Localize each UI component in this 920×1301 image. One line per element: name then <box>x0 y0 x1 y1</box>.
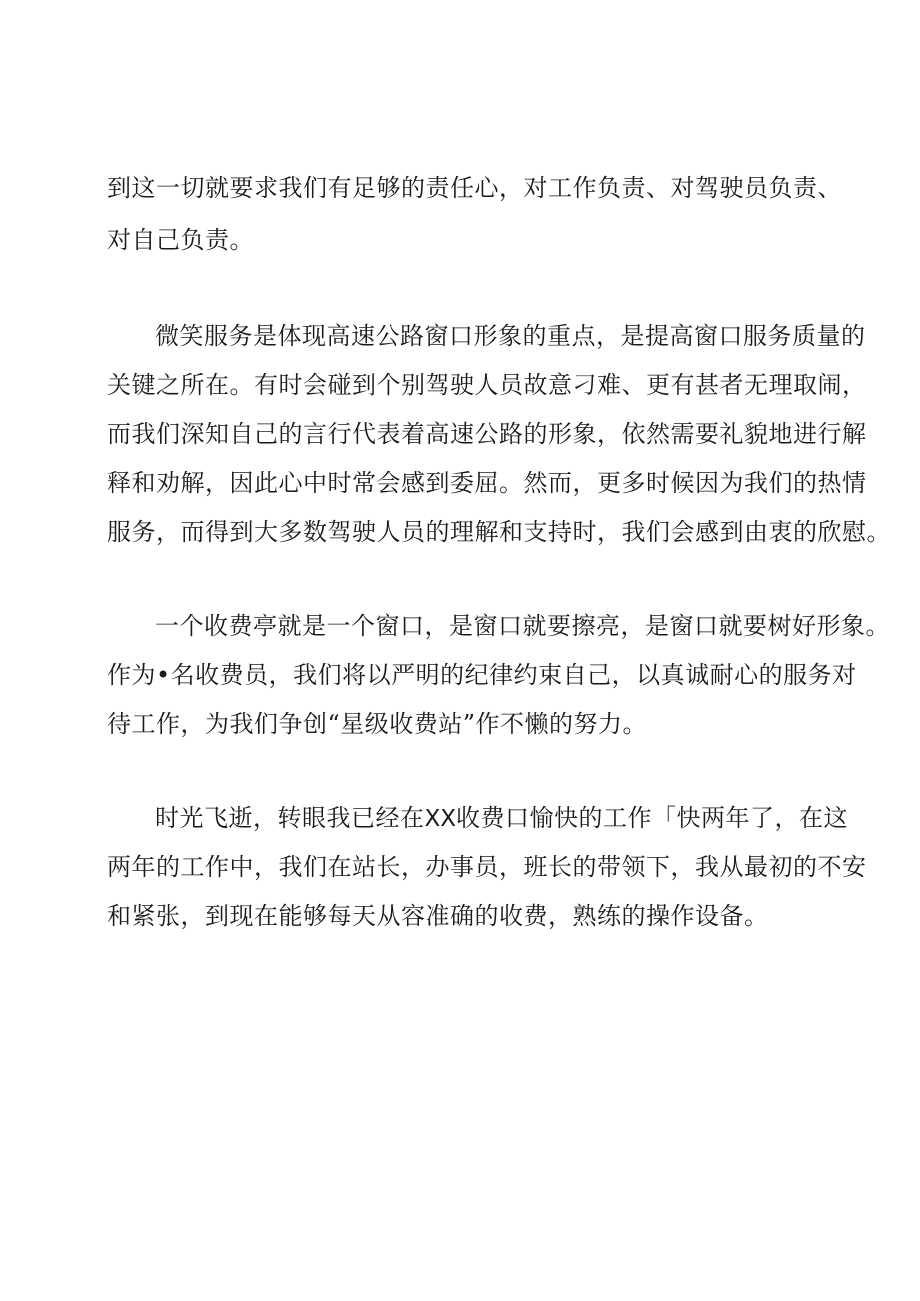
text-line: 待工作，为我们争创“星级收费站”作不懒的努力。 <box>107 710 648 738</box>
text-line: 作为•名收费员，我们将以严明的纪律约束自己，以真诚耐心的服务对 <box>107 661 857 689</box>
text-line: 服务，而得到大多数驾驶人员的理解和支持时，我们会感到由衷的欣慰。 <box>107 518 891 546</box>
text-line: 和紧张，到现在能够每天从容准确的收费，熟练的操作设备。 <box>107 902 769 930</box>
text-line: 微笑服务是体现高速公路窗口形象的重点，是提高窗口服务质量的 <box>155 322 866 350</box>
text-segment: 时光飞逝，转眼我已经在 <box>155 804 425 832</box>
text-line: 释和劝解，因此心中时常会感到委屈。然而，更多时候因为我们的热情 <box>107 469 867 497</box>
text-line: 对自己负责。 <box>107 226 254 254</box>
text-line: 一个收费亭就是一个窗口，是窗口就要擦亮，是窗口就要树好形象。 <box>155 612 890 640</box>
text-segment: 收费口愉快的工作「快两年了，在这 <box>456 804 849 832</box>
placeholder-xx: XX <box>424 806 457 832</box>
text-line: 两年的工作中，我们在站长，办事员，班长的带领下，我从最初的不安 <box>107 853 867 881</box>
text-line: 关键之所在。有时会碰到个别驾驶人员故意刁难、更有甚者无理取闹， <box>107 371 867 399</box>
text-line <box>155 802 848 835</box>
text-line: 而我们深知自己的言行代表着高速公路的形象，依然需要礼貌地进行解 <box>107 420 867 448</box>
text-line: 到这一切就要求我们有足够的责任心，对工作负责、对驾驶员负责、 <box>107 174 842 202</box>
